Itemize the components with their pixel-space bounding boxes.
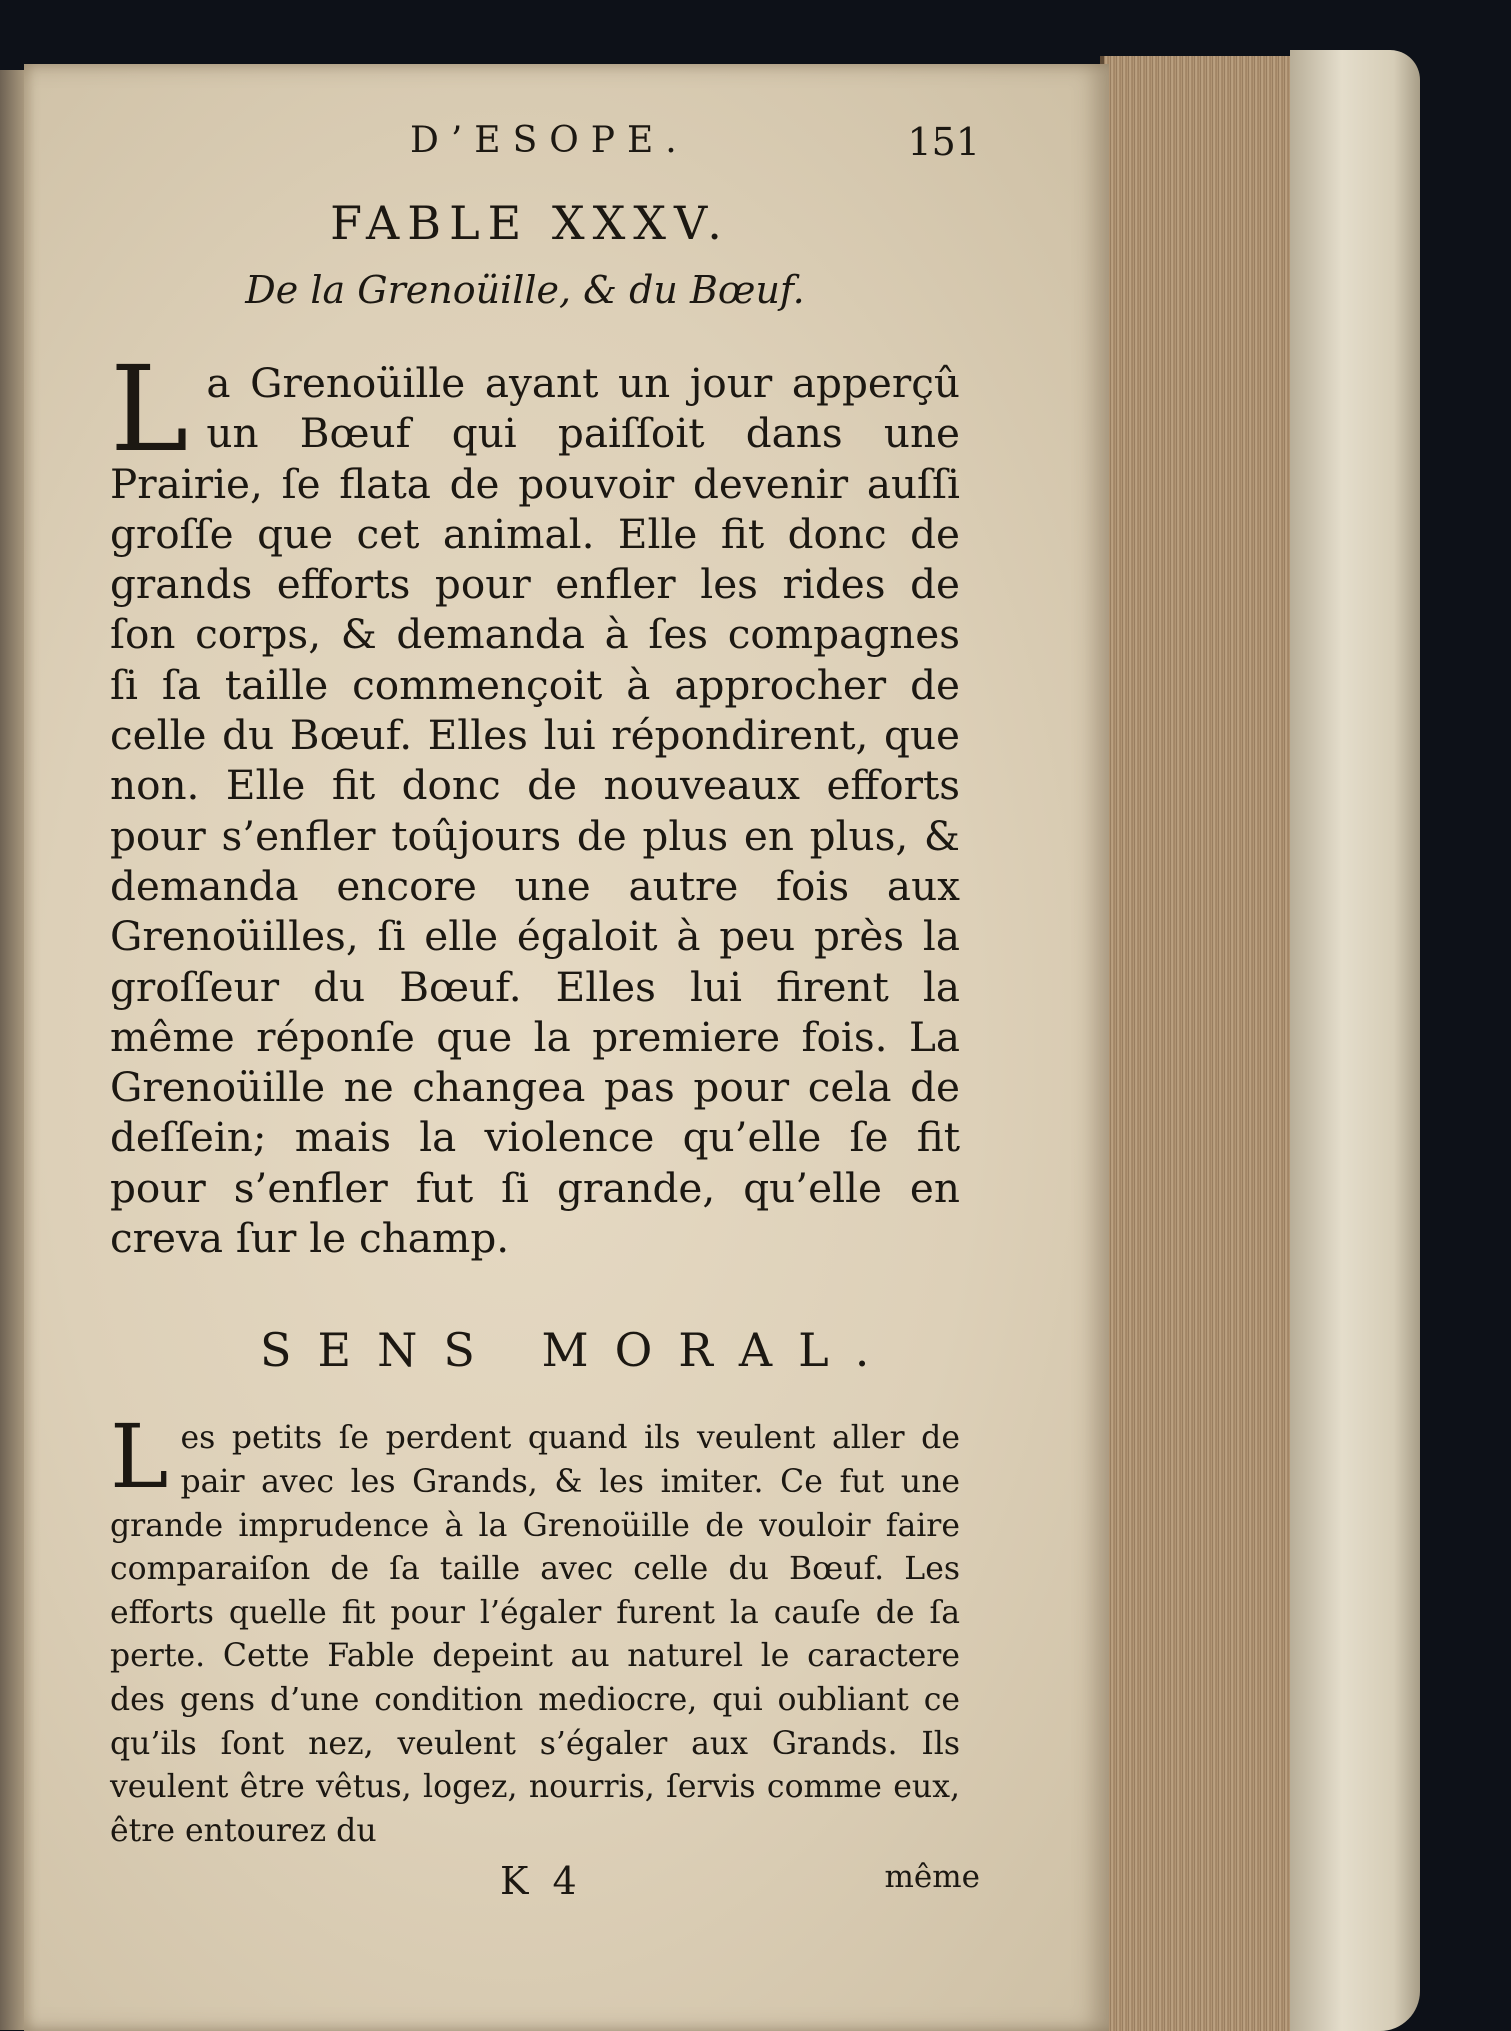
- running-head-title: D’ESOPE.: [410, 120, 689, 161]
- page-block-edges: [1100, 56, 1304, 2031]
- page-number: 151: [907, 120, 980, 164]
- moral-body: [110, 1405, 960, 1853]
- fable-body: [110, 340, 960, 1263]
- moral-heading: SENS MORAL.: [260, 1323, 896, 1378]
- fable-text: a Grenoüille ayant un jour apperçû un Bœuf qui paiſſoit dans une Prairie, ſe flata de pouvoir devenir auſſi groſſe que cet animal. Elle fit donc de grands efforts pour enfler les rides de ſon corps, & demanda à ſes compagnes ſi ſa taille commençoit à approcher de celle du Bœuf. Elles lui répondirent, que non. Elle fit donc de nouveaux efforts pour s’enfler toûjours de plus en plus, & demanda encore une autre fois aux Grenoüilles, ſi elle égaloit à peu près la groſſeur du Bœuf. Elles lui firent la même réponſe que la premiere fois. La Grenoüille ne changea pas pour cela de deſſein; mais la violence qu’elle ſe fit pour s’enfler fut ſi grande, qu’elle en creva ſur le champ.: [110, 359, 960, 1263]
- facing-page-edge: [0, 70, 24, 2030]
- fable-dropcap: L: [110, 340, 189, 478]
- page-footer: [110, 1859, 980, 1909]
- vellum-cover: [1290, 50, 1420, 2031]
- fable-subtitle: De la Grenoüille, & du Bœuf.: [245, 268, 805, 312]
- fable-title: FABLE XXXV.: [330, 196, 730, 250]
- catchword: même: [884, 1859, 980, 1896]
- signature-mark: K 4: [500, 1859, 583, 1904]
- running-head: [110, 120, 980, 176]
- page-content: [110, 120, 980, 1909]
- moral-dropcap: L: [110, 1405, 169, 1509]
- moral-text: es petits ſe perdent quand ils veulent aller de pair avec les Grands, & les imiter. Ce fut une grande imprudence à la Grenoüille de vouloir faire comparaiſon de ſa taille avec celle du Bœuf. Les efforts quelle fit pour l’égaler furent la cauſe de ſa perte. Cette Fable depeint au naturel le caractere des gens d’une condition mediocre, qui oubliant ce qu’ils ſont nez, veulent s’égaler aux Grands. Ils veulent être vêtus, logez, nourris, ſervis comme eux, être entourez du: [110, 1420, 960, 1849]
